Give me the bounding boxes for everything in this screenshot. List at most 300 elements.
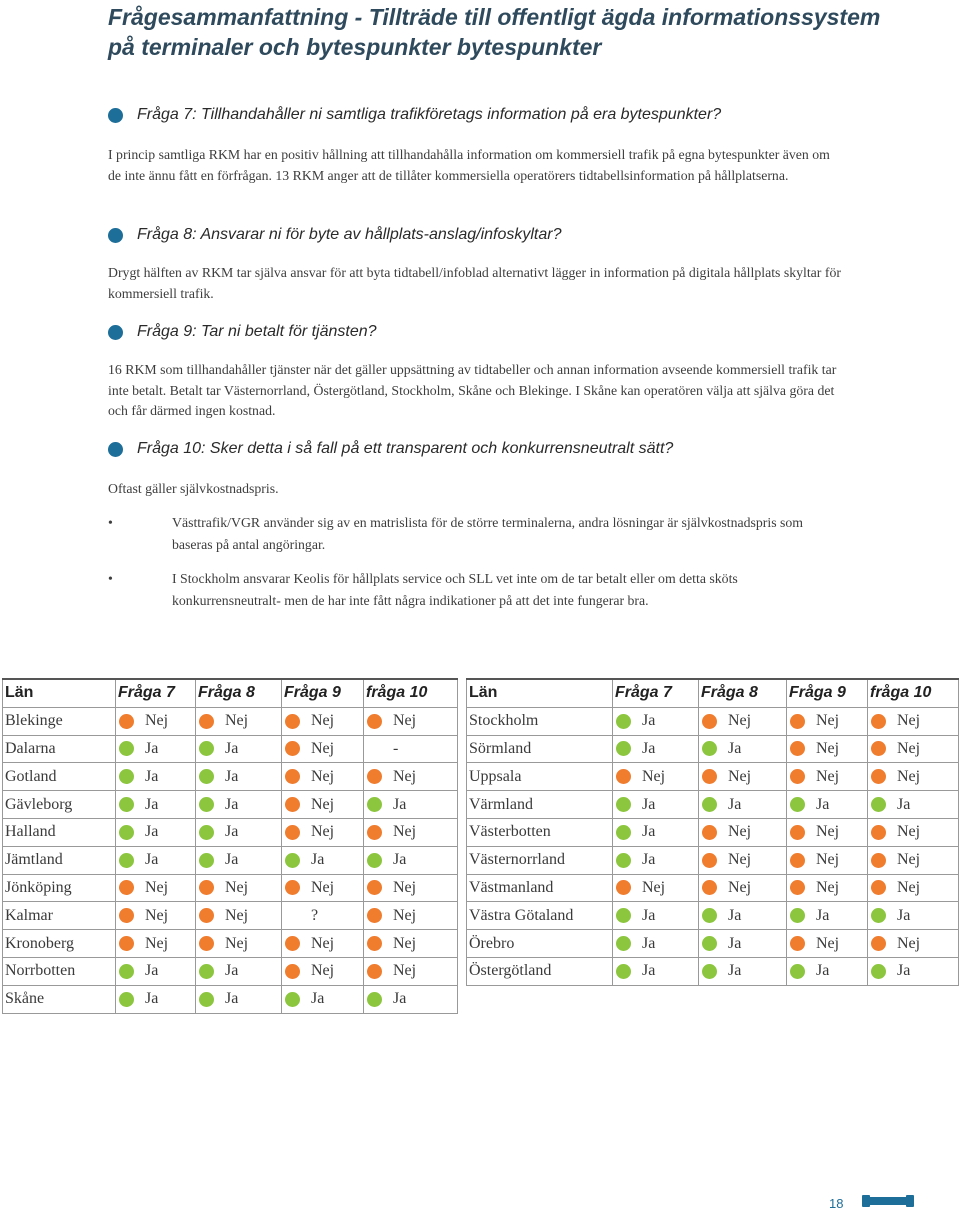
answer-cell-content — [198, 796, 281, 814]
answer-text: Ja — [145, 823, 159, 841]
table-row — [3, 763, 458, 791]
answer-text: Ja — [728, 906, 742, 924]
table-row — [467, 735, 959, 763]
answer-text: Ja — [145, 739, 159, 757]
answer-text: Nej — [897, 712, 921, 730]
answer-text: Nej — [311, 934, 335, 952]
status-ja-icon — [199, 769, 214, 784]
question-7-text: Fråga 7: Tillhandahåller ni samtliga trafikföretags information på era bytespunkter? — [137, 106, 722, 123]
county-name: Kalmar — [3, 902, 116, 930]
answer-cell-content — [789, 935, 867, 953]
answer-cell-content — [198, 768, 281, 786]
answer-cell — [282, 818, 364, 846]
status-ja-icon — [285, 853, 300, 868]
status-nej-icon — [616, 880, 631, 895]
answer-cell — [868, 902, 959, 930]
answer-cell-content — [198, 907, 281, 925]
answer-text: Nej — [728, 851, 752, 869]
status-nej-icon — [367, 936, 382, 951]
county-name: Sörmland — [467, 735, 613, 763]
answer-text: Ja — [145, 962, 159, 980]
answer-cell — [787, 902, 868, 930]
answer-cell-content — [870, 796, 958, 814]
answer-cell-content — [789, 907, 867, 925]
answer-text: Ja — [225, 739, 239, 757]
answer-cell-content — [789, 712, 867, 730]
status-nej-icon — [790, 714, 805, 729]
status-nej-icon — [790, 880, 805, 895]
status-nej-icon — [702, 880, 717, 895]
answer-9: 16 RKM som tillhandahåller tjänster när det gäller uppsättning av tidtabeller och annan information avseende kommersiell trafik tar inte betalt. Betalt tar Västernorrland, Östergötland, Stockholm, Skåne och Blekinge. I Skåne kan operatören välja att själva göra det och får därmed ingen kostnad. — [108, 362, 837, 418]
answer-cell — [364, 791, 458, 819]
question-8-text: Fråga 8: Ansvarar ni för byte av hållplats-anslag/infoskyltar? — [137, 226, 562, 243]
answer-cell-content — [118, 851, 195, 869]
answer-cell — [116, 735, 196, 763]
page-number: 18 — [829, 1196, 844, 1211]
answer-text: Ja — [145, 851, 159, 869]
answer-cell-content — [284, 823, 363, 841]
table-row — [467, 902, 959, 930]
answer-text: Nej — [145, 934, 169, 952]
answer-cell-content — [118, 712, 195, 730]
answer-cell — [282, 985, 364, 1013]
status-nej-icon — [199, 908, 214, 923]
county-name: Jönköping — [3, 874, 116, 902]
answer-cell — [116, 818, 196, 846]
answer-cell-content — [284, 740, 363, 758]
answer-cell — [787, 846, 868, 874]
status-nej-icon — [199, 880, 214, 895]
answer-cell — [364, 930, 458, 958]
answer-cell — [613, 846, 699, 874]
answer-cell-content — [284, 907, 363, 925]
answer-text: Nej — [897, 767, 921, 785]
county-name: Norrbotten — [3, 957, 116, 985]
bullet-text: Västtrafik/VGR använder sig av en matrislista för de större terminalerna, andra lösningar är självkostnadspris som baseras på antal angöringar. — [172, 515, 804, 552]
status-nej-icon — [702, 825, 717, 840]
status-nej-icon — [367, 714, 382, 729]
header-q8: Fråga 8 — [196, 679, 282, 707]
status-nej-icon — [871, 714, 886, 729]
answer-cell — [364, 846, 458, 874]
answer-cell-content — [870, 935, 958, 953]
county-name: Dalarna — [3, 735, 116, 763]
answer-text: Nej — [897, 878, 921, 896]
answer-cell — [364, 763, 458, 791]
answer-cell — [282, 735, 364, 763]
status-ja-icon — [702, 964, 717, 979]
answer-text: Nej — [393, 712, 417, 730]
answer-text: Nej — [816, 739, 840, 757]
table-row — [467, 818, 959, 846]
answer-text: Ja — [145, 990, 159, 1008]
county-name: Västra Götaland — [467, 902, 613, 930]
answer-cell-content — [789, 796, 867, 814]
answer-cell-content — [615, 935, 698, 953]
bullet-dot-icon — [108, 325, 123, 340]
answer-cell-content — [118, 990, 195, 1008]
answer-text: Nej — [311, 739, 335, 757]
answer-text: Ja — [225, 795, 239, 813]
answer-cell-content — [870, 712, 958, 730]
answer-cell-content — [870, 740, 958, 758]
answer-text: Ja — [816, 962, 830, 980]
header-q10: fråga 10 — [364, 679, 458, 707]
answer-cell — [282, 930, 364, 958]
table-header-row — [467, 679, 959, 707]
county-name: Skåne — [3, 985, 116, 1013]
answer-cell — [196, 818, 282, 846]
county-name: Kronoberg — [3, 930, 116, 958]
answer-cell-content — [366, 851, 457, 869]
status-nej-icon — [702, 769, 717, 784]
answer-cell-content — [701, 935, 786, 953]
answer-text: Ja — [642, 712, 656, 730]
answer-text: Ja — [145, 795, 159, 813]
answer-text: Nej — [897, 823, 921, 841]
answer-text: Nej — [816, 767, 840, 785]
answer-text: Nej — [145, 712, 169, 730]
status-nej-icon — [790, 825, 805, 840]
answer-cell-content — [198, 712, 281, 730]
answer-text: Ja — [728, 934, 742, 952]
answer-cell — [364, 707, 458, 735]
table-row — [467, 763, 959, 791]
county-name: Värmland — [467, 791, 613, 819]
answer-cell-content — [701, 823, 786, 841]
status-ja-icon — [790, 797, 805, 812]
answer-text: Nej — [897, 934, 921, 952]
answer-cell — [699, 846, 787, 874]
answer-text: Nej — [145, 878, 169, 896]
answer-text: Ja — [728, 962, 742, 980]
answer-cell-content — [284, 796, 363, 814]
bullet-dot-icon — [108, 228, 123, 243]
answer-cell — [196, 985, 282, 1013]
status-ja-icon — [616, 853, 631, 868]
answer-text: Nej — [816, 851, 840, 869]
status-ja-icon — [616, 825, 631, 840]
answer-cell-content — [701, 768, 786, 786]
answer-text: Nej — [897, 851, 921, 869]
county-name: Gävleborg — [3, 791, 116, 819]
status-ja-icon — [119, 853, 134, 868]
answer-cell-content — [366, 990, 457, 1008]
header-q7: Fråga 7 — [116, 679, 196, 707]
county-name: Östergötland — [467, 957, 613, 985]
status-ja-icon — [616, 714, 631, 729]
answer-cell — [787, 763, 868, 791]
status-nej-icon — [790, 769, 805, 784]
county-table-1 — [2, 678, 458, 1014]
status-nej-icon — [790, 936, 805, 951]
answer-text: ? — [311, 906, 319, 924]
answer-cell — [787, 707, 868, 735]
answer-text: Nej — [642, 878, 666, 896]
table-row — [467, 707, 959, 735]
answer-cell — [196, 846, 282, 874]
county-name: Jämtland — [3, 846, 116, 874]
status-nej-icon — [702, 714, 717, 729]
answer-cell — [868, 735, 959, 763]
answer-cell-content — [870, 768, 958, 786]
answer-cell-content — [701, 712, 786, 730]
answer-cell — [868, 846, 959, 874]
answer-text: Nej — [816, 878, 840, 896]
answer-text: Nej — [145, 906, 169, 924]
status-ja-icon — [616, 936, 631, 951]
table-row — [3, 930, 458, 958]
county-name: Stockholm — [467, 707, 613, 735]
status-nej-icon — [367, 964, 382, 979]
answer-text: Nej — [311, 823, 335, 841]
answer-text: Ja — [225, 990, 239, 1008]
status-nej-icon — [871, 741, 886, 756]
status-ja-icon — [702, 797, 717, 812]
status-ja-icon — [119, 797, 134, 812]
answer-cell-content — [701, 851, 786, 869]
status-ja-icon — [871, 964, 886, 979]
county-name: Västernorrland — [467, 846, 613, 874]
answer-cell — [787, 957, 868, 985]
table-row — [3, 791, 458, 819]
answer-cell — [116, 930, 196, 958]
answer-cell — [196, 902, 282, 930]
answer-cell — [116, 985, 196, 1013]
answer-cell-content — [701, 740, 786, 758]
status-ja-icon — [790, 964, 805, 979]
answer-cell-content — [789, 879, 867, 897]
answer-cell-content — [789, 740, 867, 758]
answer-cell — [868, 763, 959, 791]
answer-cell — [116, 707, 196, 735]
answer-text: Nej — [897, 739, 921, 757]
answer-cell — [364, 902, 458, 930]
answer-cell-content — [789, 823, 867, 841]
status-nej-icon — [119, 936, 134, 951]
header-q9: Fråga 9 — [787, 679, 868, 707]
status-nej-icon — [285, 964, 300, 979]
answer-cell — [699, 930, 787, 958]
county-table-2 — [466, 678, 959, 986]
county-name: Västerbotten — [467, 818, 613, 846]
answer-cell — [787, 735, 868, 763]
status-ja-icon — [367, 853, 382, 868]
answer-cell — [364, 874, 458, 902]
answer-text: Ja — [642, 823, 656, 841]
answer-text: Ja — [393, 795, 407, 813]
answer-text: Ja — [642, 934, 656, 952]
header-q8: Fråga 8 — [699, 679, 787, 707]
answer-cell-content — [118, 768, 195, 786]
answer-cell-content — [198, 879, 281, 897]
answer-text: Nej — [311, 878, 335, 896]
answer-cell-content — [701, 796, 786, 814]
status-ja-icon — [616, 797, 631, 812]
answer-cell — [364, 957, 458, 985]
answer-cell — [613, 818, 699, 846]
answer-text: Ja — [897, 906, 911, 924]
answer-cell — [196, 930, 282, 958]
answer-cell — [699, 818, 787, 846]
status-ja-icon — [199, 741, 214, 756]
answer-cell-content — [118, 879, 195, 897]
answer-cell-content — [366, 740, 457, 758]
status-nej-icon — [367, 880, 382, 895]
answer-cell-content — [870, 907, 958, 925]
answer-text: Nej — [393, 906, 417, 924]
answer-text: Ja — [816, 906, 830, 924]
answer-text: Nej — [311, 712, 335, 730]
answer-cell-content — [870, 851, 958, 869]
answer-cell-content — [198, 851, 281, 869]
answer-cell — [116, 957, 196, 985]
status-nej-icon — [616, 769, 631, 784]
answer-cell — [868, 707, 959, 735]
question-9 — [108, 323, 377, 341]
answer-text: Ja — [642, 906, 656, 924]
answer-text: Ja — [225, 823, 239, 841]
status-nej-icon — [285, 769, 300, 784]
status-ja-icon — [199, 797, 214, 812]
header-lan: Län — [3, 679, 116, 707]
county-name: Blekinge — [3, 707, 116, 735]
status-nej-icon — [790, 853, 805, 868]
answer-cell — [868, 791, 959, 819]
bullet-text: I Stockholm ansvarar Keolis för hållplats service och SLL vet inte om de tar betalt eller om detta sköts konkurrensneutralt- men de har inte fått några indikationer på att det inte fungerar bra. — [172, 571, 738, 608]
table-row — [467, 957, 959, 985]
table-row — [467, 791, 959, 819]
answer-text: Ja — [642, 739, 656, 757]
county-name: Gotland — [3, 763, 116, 791]
header-q7: Fråga 7 — [613, 679, 699, 707]
answer-text: Nej — [225, 934, 249, 952]
table-row — [3, 985, 458, 1013]
header-q10: fråga 10 — [868, 679, 959, 707]
answer-text: Ja — [311, 851, 325, 869]
answer-cell — [364, 735, 458, 763]
answer-cell-content — [615, 768, 698, 786]
status-nej-icon — [285, 741, 300, 756]
status-nej-icon — [871, 825, 886, 840]
answer-text: Nej — [393, 962, 417, 980]
answer-cell — [613, 707, 699, 735]
answer-cell-content — [366, 712, 457, 730]
answer-cell-content — [366, 907, 457, 925]
answer-cell-content — [118, 962, 195, 980]
answer-8: Drygt hälften av RKM tar själva ansvar för att byta tidtabell/infoblad alternativt lägger in information på digitala hållplats skyltar för kommersiell trafik. — [108, 265, 841, 301]
bullet-marker: • — [108, 571, 113, 586]
answer-cell — [282, 763, 364, 791]
status-nej-icon — [119, 880, 134, 895]
answer-text: Ja — [311, 990, 325, 1008]
answer-10: Oftast gäller självkostnadspris. — [108, 481, 279, 496]
answer-cell-content — [198, 823, 281, 841]
answer-cell — [699, 791, 787, 819]
answer-cell-content — [198, 740, 281, 758]
answer-text: Ja — [728, 739, 742, 757]
answer-cell — [699, 735, 787, 763]
status-nej-icon — [285, 797, 300, 812]
answer-cell — [282, 707, 364, 735]
answer-cell-content — [366, 768, 457, 786]
table-row — [3, 846, 458, 874]
answer-cell-content — [366, 823, 457, 841]
header-lan: Län — [467, 679, 613, 707]
answer-cell — [613, 957, 699, 985]
answer-text: Nej — [311, 962, 335, 980]
status-nej-icon — [871, 936, 886, 951]
answer-cell-content — [284, 962, 363, 980]
status-nej-icon — [871, 880, 886, 895]
answer-text: Nej — [393, 823, 417, 841]
answer-cell-content — [701, 907, 786, 925]
answer-cell-content — [615, 851, 698, 869]
answer-cell — [196, 957, 282, 985]
answer-cell — [116, 902, 196, 930]
answer-text: Ja — [642, 962, 656, 980]
answer-cell — [787, 874, 868, 902]
answer-text: Ja — [897, 795, 911, 813]
answer-text: Ja — [642, 795, 656, 813]
status-ja-icon — [199, 853, 214, 868]
answer-cell — [196, 763, 282, 791]
header-q9: Fråga 9 — [282, 679, 364, 707]
answer-cell-content — [789, 962, 867, 980]
answer-cell-content — [118, 907, 195, 925]
table-row — [3, 902, 458, 930]
answer-cell-content — [615, 879, 698, 897]
answer-cell — [282, 874, 364, 902]
status-nej-icon — [199, 714, 214, 729]
status-nej-icon — [702, 853, 717, 868]
answer-cell — [868, 818, 959, 846]
table-row — [467, 930, 959, 958]
answer-cell — [282, 846, 364, 874]
answer-cell — [787, 930, 868, 958]
status-ja-icon — [367, 797, 382, 812]
answer-cell-content — [789, 851, 867, 869]
answer-cell — [116, 846, 196, 874]
answer-cell — [868, 930, 959, 958]
county-name: Västmanland — [467, 874, 613, 902]
status-ja-icon — [702, 741, 717, 756]
county-name: Halland — [3, 818, 116, 846]
answer-cell — [196, 707, 282, 735]
answer-cell-content — [284, 990, 363, 1008]
answer-cell-content — [366, 962, 457, 980]
status-ja-icon — [702, 936, 717, 951]
table-row — [467, 846, 959, 874]
answer-text: Nej — [816, 712, 840, 730]
answer-cell — [699, 957, 787, 985]
answer-cell-content — [284, 768, 363, 786]
answer-text: Ja — [897, 962, 911, 980]
answer-text: Nej — [728, 823, 752, 841]
answer-text: Nej — [225, 906, 249, 924]
question-10 — [108, 440, 673, 458]
answer-text: Ja — [145, 767, 159, 785]
answer-text: Ja — [393, 990, 407, 1008]
answer-text: Nej — [311, 767, 335, 785]
answer-text: Nej — [728, 878, 752, 896]
status-nej-icon — [119, 908, 134, 923]
answer-cell — [116, 791, 196, 819]
answer-text: Ja — [728, 795, 742, 813]
answer-text: Ja — [642, 851, 656, 869]
answer-cell — [613, 874, 699, 902]
answer-cell-content — [615, 740, 698, 758]
